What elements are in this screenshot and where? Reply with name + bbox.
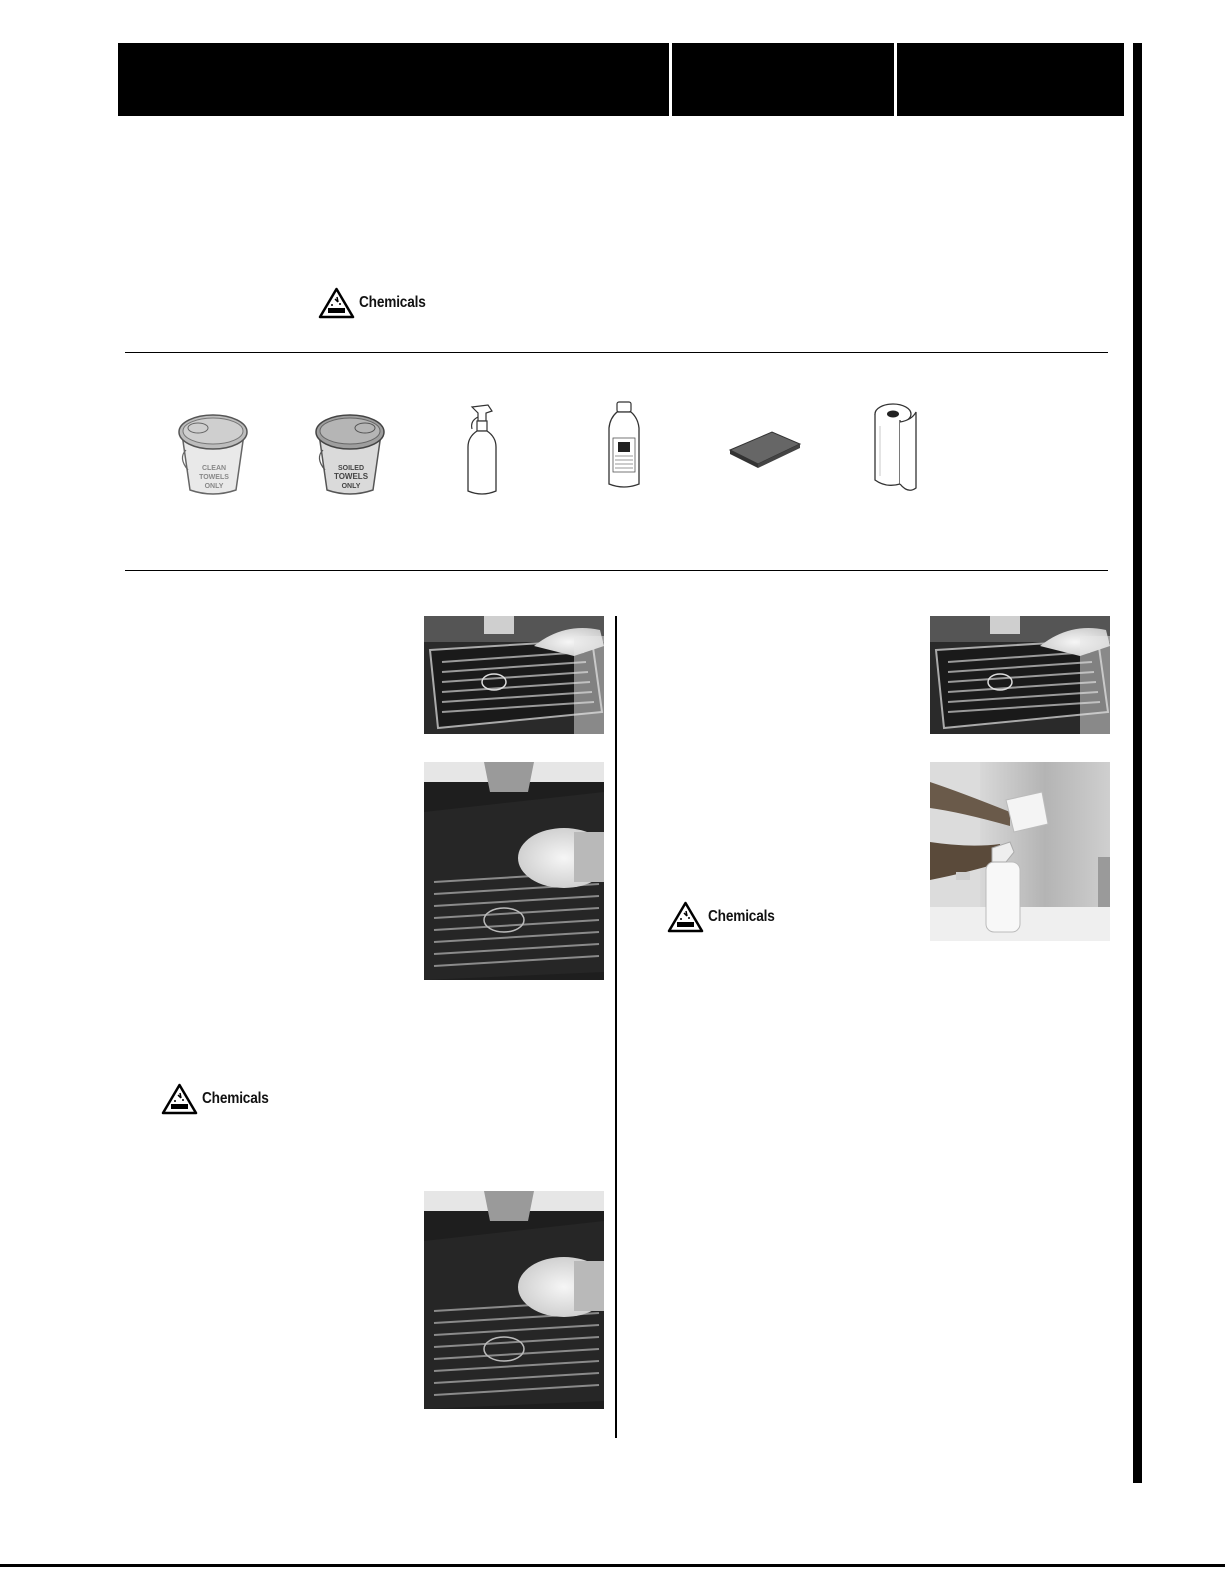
spray-wipe-panel-photo bbox=[930, 762, 1110, 941]
chemicals-warning bbox=[318, 287, 435, 319]
chemical-bottle-icon bbox=[606, 400, 642, 490]
column-divider bbox=[615, 616, 617, 1438]
grill-grate-wipe-photo bbox=[424, 616, 604, 734]
chemical-hazard-icon bbox=[318, 287, 355, 319]
chemicals-warning bbox=[161, 1083, 278, 1115]
scrub-pad-icon bbox=[726, 428, 802, 470]
clean-towels-bucket-icon bbox=[176, 412, 250, 496]
right-margin-rule bbox=[1133, 43, 1142, 1483]
header-divider bbox=[894, 43, 897, 116]
soiled-towels-bucket-icon bbox=[313, 412, 387, 496]
chemical-hazard-icon bbox=[667, 901, 704, 933]
bucket-label-line: ONLY bbox=[204, 483, 224, 490]
bucket-label-line: SOILED bbox=[337, 465, 365, 472]
section-rule bbox=[125, 570, 1108, 571]
chemicals-label: Chemicals bbox=[708, 908, 775, 925]
paper-towel-roll-icon bbox=[872, 402, 920, 494]
chemicals-label: Chemicals bbox=[202, 1090, 269, 1107]
grill-grate-towel-photo bbox=[424, 762, 604, 980]
bucket-label-line: CLEAN bbox=[201, 465, 227, 472]
bucket-label-line: TOWELS bbox=[199, 474, 229, 481]
bottom-rule bbox=[0, 1564, 1225, 1567]
grill-grate-wipe-photo bbox=[930, 616, 1110, 734]
section-rule bbox=[125, 352, 1108, 353]
chemical-hazard-icon bbox=[161, 1083, 198, 1115]
spray-bottle-icon bbox=[466, 403, 500, 497]
header-divider bbox=[669, 43, 672, 116]
header-bar bbox=[118, 43, 1124, 116]
grill-grate-towel-photo-2 bbox=[424, 1191, 604, 1409]
bucket-label-line: ONLY bbox=[341, 483, 361, 490]
chemicals-label: Chemicals bbox=[359, 294, 426, 311]
chemicals-warning bbox=[667, 901, 784, 933]
bucket-label-line: TOWELS bbox=[333, 472, 369, 481]
